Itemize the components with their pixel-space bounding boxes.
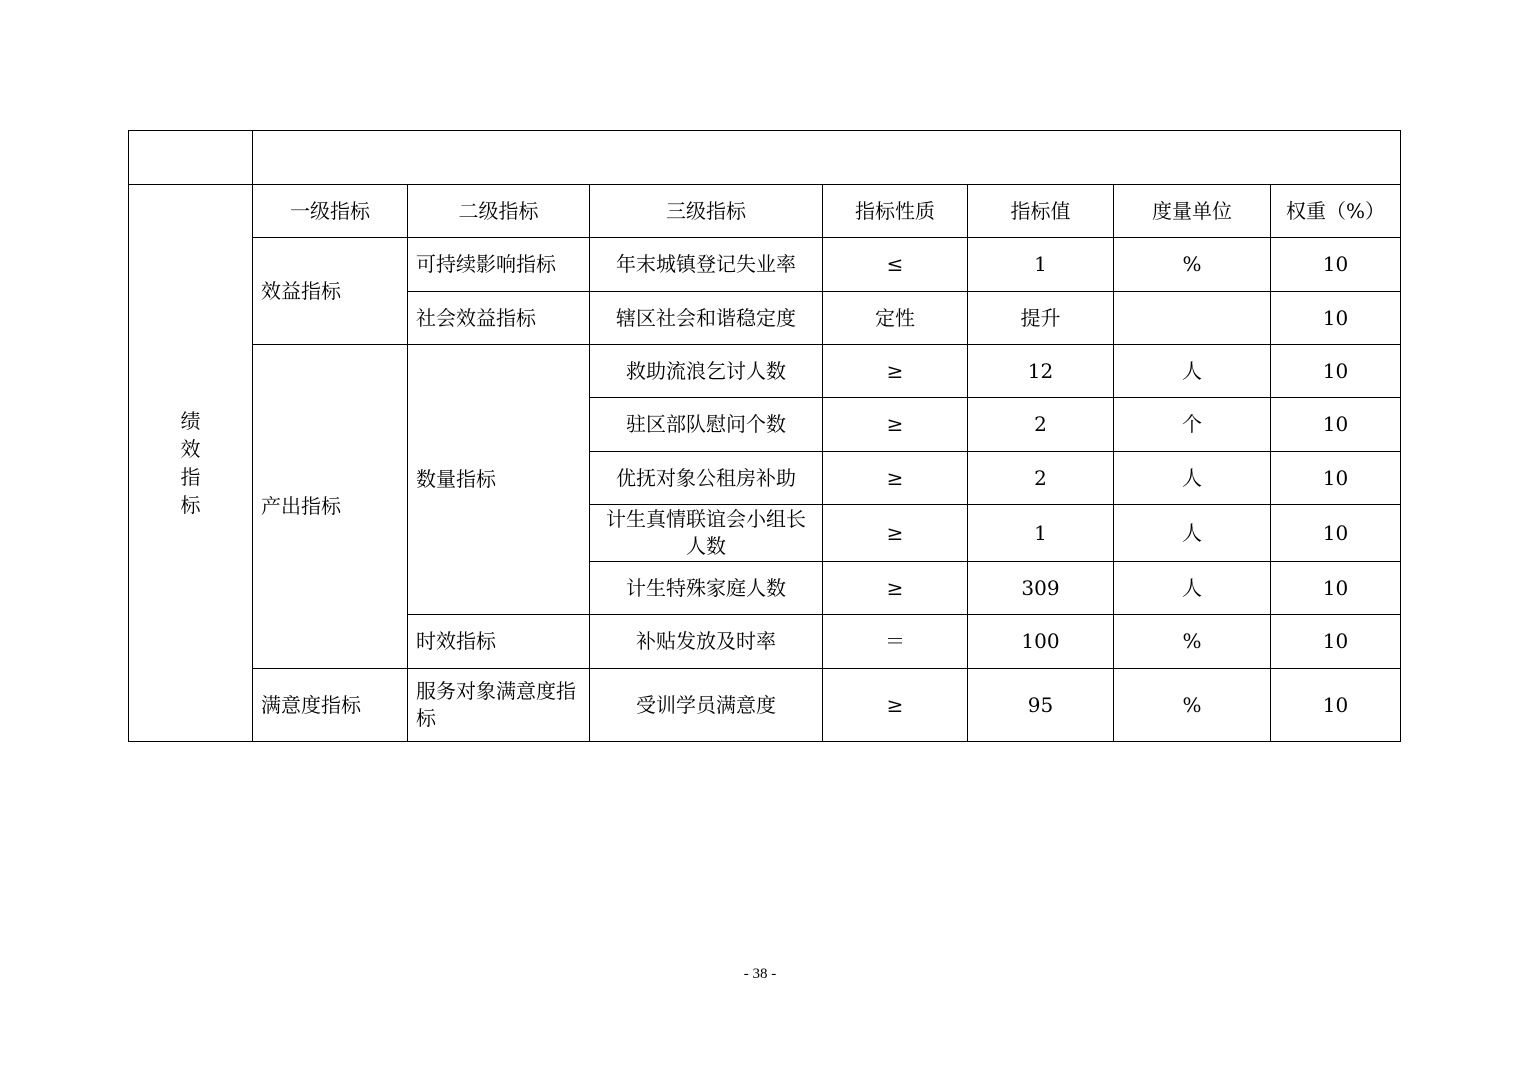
header-level2: 二级指标 (408, 185, 590, 238)
header-value: 指标值 (968, 185, 1114, 238)
unit-cell (1114, 292, 1271, 345)
weight-cell: 10 (1271, 292, 1401, 345)
header-nature: 指标性质 (823, 185, 968, 238)
section-label-cell (129, 185, 253, 742)
unit-cell: % (1114, 238, 1271, 292)
nature-cell: ≥ (823, 562, 968, 615)
value-cell: 12 (968, 345, 1114, 398)
header-level3: 三级指标 (590, 185, 823, 238)
level2-cell: 服务对象满意度指标 (408, 669, 590, 742)
weight-cell: 10 (1271, 398, 1401, 452)
weight-cell: 10 (1271, 452, 1401, 505)
level2-cell: 可持续影响指标 (408, 238, 590, 292)
weight-cell: 10 (1271, 345, 1401, 398)
indicator-cell: 受训学员满意度 (590, 669, 823, 742)
nature-cell: ≥ (823, 452, 968, 505)
value-cell: 95 (968, 669, 1114, 742)
weight-cell: 10 (1271, 669, 1401, 742)
level2-cell: 时效指标 (408, 615, 590, 669)
value-cell: 2 (968, 452, 1114, 505)
level1-cell: 满意度指标 (253, 669, 408, 742)
value-cell: 1 (968, 238, 1114, 292)
header-level1: 一级指标 (253, 185, 408, 238)
indicator-cell: 计生特殊家庭人数 (590, 562, 823, 615)
unit-cell: 个 (1114, 398, 1271, 452)
unit-cell: 人 (1114, 345, 1271, 398)
blank-cell (129, 131, 253, 185)
header-weight: 权重（%） (1271, 185, 1401, 238)
nature-cell: ≥ (823, 669, 968, 742)
table-row (129, 238, 1401, 292)
section-label: 绩效指标 (180, 409, 201, 517)
unit-cell: 人 (1114, 452, 1271, 505)
blank-cell (253, 131, 1401, 185)
level2-cell: 数量指标 (408, 345, 590, 615)
weight-cell: 10 (1271, 238, 1401, 292)
value-cell: 309 (968, 562, 1114, 615)
value-cell: 1 (968, 505, 1114, 562)
unit-cell: % (1114, 615, 1271, 669)
table-row (129, 345, 1401, 398)
weight-cell: 10 (1271, 615, 1401, 669)
indicator-cell: 年末城镇登记失业率 (590, 238, 823, 292)
indicator-cell: 辖区社会和谐稳定度 (590, 292, 823, 345)
header-unit: 度量单位 (1114, 185, 1271, 238)
indicator-cell: 补贴发放及时率 (590, 615, 823, 669)
nature-cell: ≥ (823, 505, 968, 562)
unit-cell: 人 (1114, 505, 1271, 562)
nature-cell: 定性 (823, 292, 968, 345)
unit-cell: % (1114, 669, 1271, 742)
indicator-cell: 优抚对象公租房补助 (590, 452, 823, 505)
blank-top-row (129, 131, 1401, 185)
nature-cell: ≤ (823, 238, 968, 292)
indicator-cell: 驻区部队慰问个数 (590, 398, 823, 452)
indicator-cell: 救助流浪乞讨人数 (590, 345, 823, 398)
performance-indicator-table (128, 130, 1401, 742)
weight-cell: 10 (1271, 505, 1401, 562)
nature-cell: ≥ (823, 398, 968, 452)
header-row (129, 185, 1401, 238)
weight-cell: 10 (1271, 562, 1401, 615)
indicator-cell: 计生真情联谊会小组长人数 (590, 505, 823, 562)
page-number: - 38 - (743, 966, 777, 982)
value-cell: 提升 (968, 292, 1114, 345)
nature-cell: ＝ (823, 615, 968, 669)
level2-cell: 社会效益指标 (408, 292, 590, 345)
level1-cell: 产出指标 (253, 345, 408, 669)
nature-cell: ≥ (823, 345, 968, 398)
table-row (129, 669, 1401, 742)
value-cell: 100 (968, 615, 1114, 669)
unit-cell: 人 (1114, 562, 1271, 615)
level1-cell: 效益指标 (253, 238, 408, 345)
value-cell: 2 (968, 398, 1114, 452)
